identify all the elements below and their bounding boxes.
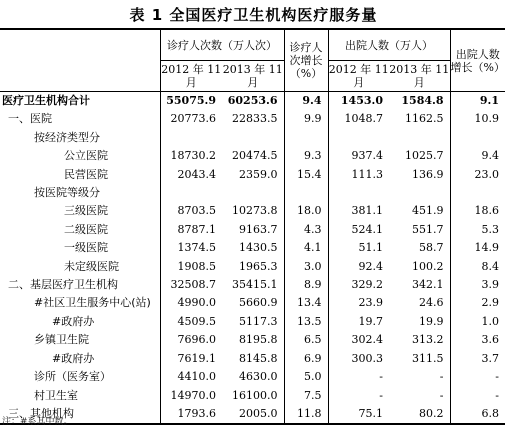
table-row xyxy=(0,129,505,147)
visits-2012 xyxy=(160,129,222,147)
visits-2012: 4509.5 xyxy=(160,313,222,331)
discharge-2012: 302.4 xyxy=(328,331,389,349)
discharge-growth: 3.9 xyxy=(450,276,505,294)
visits-2013: 1965.3 xyxy=(239,259,278,273)
visits-2013: 4630.0 xyxy=(239,370,278,384)
visits-growth xyxy=(284,129,328,147)
discharge-2013 xyxy=(389,129,450,147)
discharge-growth: 3.6 xyxy=(450,331,505,349)
discharge-2012: 937.4 xyxy=(328,147,389,165)
discharge-2013: - xyxy=(439,388,444,402)
visits-2012: 18730.2 xyxy=(160,147,222,165)
row-label: 三级医院 xyxy=(64,204,108,218)
discharge-2012: 381.1 xyxy=(328,202,389,220)
visits-2012: 4990.0 xyxy=(160,294,222,312)
row-label: 三、其他机构 xyxy=(0,405,160,424)
visits-growth: 18.0 xyxy=(284,202,328,220)
header-discharge-2012: 2012 年 11 月 xyxy=(328,61,389,92)
discharge-2013: 1025.7 xyxy=(405,149,444,163)
discharge-2013: 24.6 xyxy=(419,296,444,310)
discharge-growth: 8.4 xyxy=(450,258,505,276)
visits-2012: 4410.0 xyxy=(160,368,222,386)
discharge-2013: 136.9 xyxy=(412,167,444,181)
visits-2013 xyxy=(222,129,284,147)
visits-2012: 1908.5 xyxy=(160,258,222,276)
discharge-2013: 313.2 xyxy=(412,333,444,347)
discharge-growth: 5.3 xyxy=(450,221,505,239)
discharge-growth: 6.8 xyxy=(450,405,505,424)
header-discharge: 出院人数（万人） xyxy=(328,29,450,61)
row-label: 公立医院 xyxy=(64,149,108,163)
discharge-2013 xyxy=(389,184,450,202)
visits-2012: 7619.1 xyxy=(160,350,222,368)
visits-growth: 9.9 xyxy=(284,110,328,128)
discharge-2012: 1048.7 xyxy=(328,110,389,128)
discharge-2012: 329.2 xyxy=(328,276,389,294)
row-label: 村卫生室 xyxy=(34,388,78,402)
visits-growth: 4.1 xyxy=(284,239,328,257)
visits-2012: 8787.1 xyxy=(160,221,222,239)
table-row xyxy=(0,110,505,128)
row-label: #政府办 xyxy=(52,314,95,328)
visits-2012: 2043.4 xyxy=(160,166,222,184)
visits-2012: 1793.6 xyxy=(160,405,222,424)
table-row xyxy=(0,202,505,220)
visits-2013: 2005.0 xyxy=(222,405,284,424)
discharge-2012: 23.9 xyxy=(328,294,389,312)
discharge-2013: 58.7 xyxy=(419,241,444,255)
discharge-growth: - xyxy=(450,387,505,405)
visits-2013: 2359.0 xyxy=(239,167,278,181)
discharge-2013: - xyxy=(439,370,444,384)
visits-growth xyxy=(284,184,328,202)
table-row xyxy=(0,147,505,165)
table-body xyxy=(0,92,505,425)
table-row xyxy=(0,368,505,386)
discharge-growth: 14.9 xyxy=(450,239,505,257)
visits-growth: 8.9 xyxy=(284,276,328,294)
discharge-growth: 18.6 xyxy=(450,202,505,220)
discharge-growth: - xyxy=(450,368,505,386)
discharge-2012: 92.4 xyxy=(328,258,389,276)
discharge-2013: 19.9 xyxy=(419,314,444,328)
discharge-growth: 23.0 xyxy=(450,166,505,184)
header-visits: 诊疗人次数（万人次） xyxy=(160,29,284,61)
visits-growth: 6.9 xyxy=(284,350,328,368)
discharge-growth: 9.1 xyxy=(450,92,505,111)
visits-growth: 5.0 xyxy=(284,368,328,386)
discharge-growth xyxy=(450,184,505,202)
discharge-growth: 3.7 xyxy=(450,350,505,368)
visits-2013: 10273.8 xyxy=(232,204,278,218)
table-row xyxy=(0,331,505,349)
discharge-2012: 524.1 xyxy=(328,221,389,239)
discharge-2013: 311.5 xyxy=(412,351,444,365)
discharge-2012: - xyxy=(328,368,389,386)
discharge-2012 xyxy=(328,184,389,202)
row-label: 乡镇卫生院 xyxy=(34,333,89,347)
table-row xyxy=(0,387,505,405)
table-row xyxy=(0,166,505,184)
visits-2013: 16100.0 xyxy=(232,388,278,402)
discharge-2012: 1453.0 xyxy=(328,92,389,111)
row-label: 医疗卫生机构合计 xyxy=(2,94,90,107)
visits-growth: 9.3 xyxy=(284,147,328,165)
row-label: 民营医院 xyxy=(64,167,108,181)
table-row xyxy=(0,221,505,239)
table-row xyxy=(0,184,505,202)
table-title: 表 1 全国医疗卫生机构医疗服务量 xyxy=(129,6,378,24)
header-visits-growth: 诊疗人次增长（%） xyxy=(284,29,328,92)
row-label: 按医院等级分 xyxy=(34,186,100,200)
discharge-2012: 19.7 xyxy=(328,313,389,331)
visits-growth: 11.8 xyxy=(284,405,328,424)
discharge-2012: - xyxy=(328,387,389,405)
visits-2013: 20474.5 xyxy=(232,149,278,163)
table-row xyxy=(0,239,505,257)
visits-2012 xyxy=(160,184,222,202)
discharge-growth: 9.4 xyxy=(450,147,505,165)
row-label: 按经济类型分 xyxy=(34,130,100,144)
discharge-2012 xyxy=(328,129,389,147)
header-discharge-growth: 出院人数增长（%） xyxy=(450,29,505,92)
discharge-2012: 300.3 xyxy=(328,350,389,368)
visits-growth: 9.4 xyxy=(284,92,328,111)
discharge-2013: 451.9 xyxy=(412,204,444,218)
discharge-growth: 10.9 xyxy=(450,110,505,128)
row-label: 一级医院 xyxy=(64,241,108,255)
discharge-2012: 75.1 xyxy=(328,405,389,424)
statistics-table xyxy=(0,28,505,425)
header-blank xyxy=(0,29,160,92)
visits-growth: 15.4 xyxy=(284,166,328,184)
table-row xyxy=(0,92,505,111)
visits-2013: 35415.1 xyxy=(232,278,278,292)
header-visits-2013: 2013 年 11 月 xyxy=(222,61,284,92)
visits-2012: 32508.7 xyxy=(160,276,222,294)
discharge-2012: 51.1 xyxy=(328,239,389,257)
visits-growth: 13.4 xyxy=(284,294,328,312)
table-row xyxy=(0,350,505,368)
footnote: 注：#系其中数。 xyxy=(2,417,73,427)
visits-2013: 60253.6 xyxy=(227,94,278,107)
discharge-growth: 2.9 xyxy=(450,294,505,312)
visits-2012: 8703.5 xyxy=(160,202,222,220)
row-label: 二、基层医疗卫生机构 xyxy=(8,278,118,292)
discharge-2013: 1584.8 xyxy=(401,94,444,107)
discharge-2012: 111.3 xyxy=(328,166,389,184)
visits-growth: 3.0 xyxy=(284,258,328,276)
visits-2013: 5117.3 xyxy=(239,314,278,328)
visits-2012: 14970.0 xyxy=(160,387,222,405)
visits-2012: 7696.0 xyxy=(160,331,222,349)
row-label: 一、医院 xyxy=(8,112,52,126)
header-visits-2012: 2012 年 11 月 xyxy=(160,61,222,92)
visits-2013: 8145.8 xyxy=(239,351,278,365)
visits-growth: 4.3 xyxy=(284,221,328,239)
table-row xyxy=(0,258,505,276)
visits-2013 xyxy=(222,184,284,202)
row-label: 二级医院 xyxy=(64,222,108,236)
table-row xyxy=(0,294,505,312)
table-row xyxy=(0,276,505,294)
row-label: 未定级医院 xyxy=(64,259,119,273)
discharge-2013: 551.7 xyxy=(412,222,444,236)
visits-2012: 1374.5 xyxy=(160,239,222,257)
header-discharge-2013: 2013 年 11 月 xyxy=(389,61,450,92)
visits-growth: 7.5 xyxy=(284,387,328,405)
visits-2013: 9163.7 xyxy=(239,222,278,236)
visits-2012: 20773.6 xyxy=(160,110,222,128)
discharge-2013: 100.2 xyxy=(412,259,444,273)
discharge-2013: 80.2 xyxy=(389,405,450,424)
discharge-growth: 1.0 xyxy=(450,313,505,331)
visits-2013: 8195.8 xyxy=(239,333,278,347)
table-row xyxy=(0,313,505,331)
visits-2012: 55075.9 xyxy=(160,92,222,111)
discharge-2013: 342.1 xyxy=(412,278,444,292)
visits-growth: 13.5 xyxy=(284,313,328,331)
row-label: #政府办 xyxy=(52,351,95,365)
discharge-growth xyxy=(450,129,505,147)
visits-2013: 5660.9 xyxy=(239,296,278,310)
row-label: #社区卫生服务中心(站) xyxy=(34,296,151,310)
discharge-2013: 1162.5 xyxy=(405,112,444,126)
table-row xyxy=(0,405,505,424)
row-label: 诊所（医务室） xyxy=(34,370,111,384)
visits-2013: 22833.5 xyxy=(232,112,278,126)
visits-2013: 1430.5 xyxy=(239,241,278,255)
visits-growth: 6.5 xyxy=(284,331,328,349)
